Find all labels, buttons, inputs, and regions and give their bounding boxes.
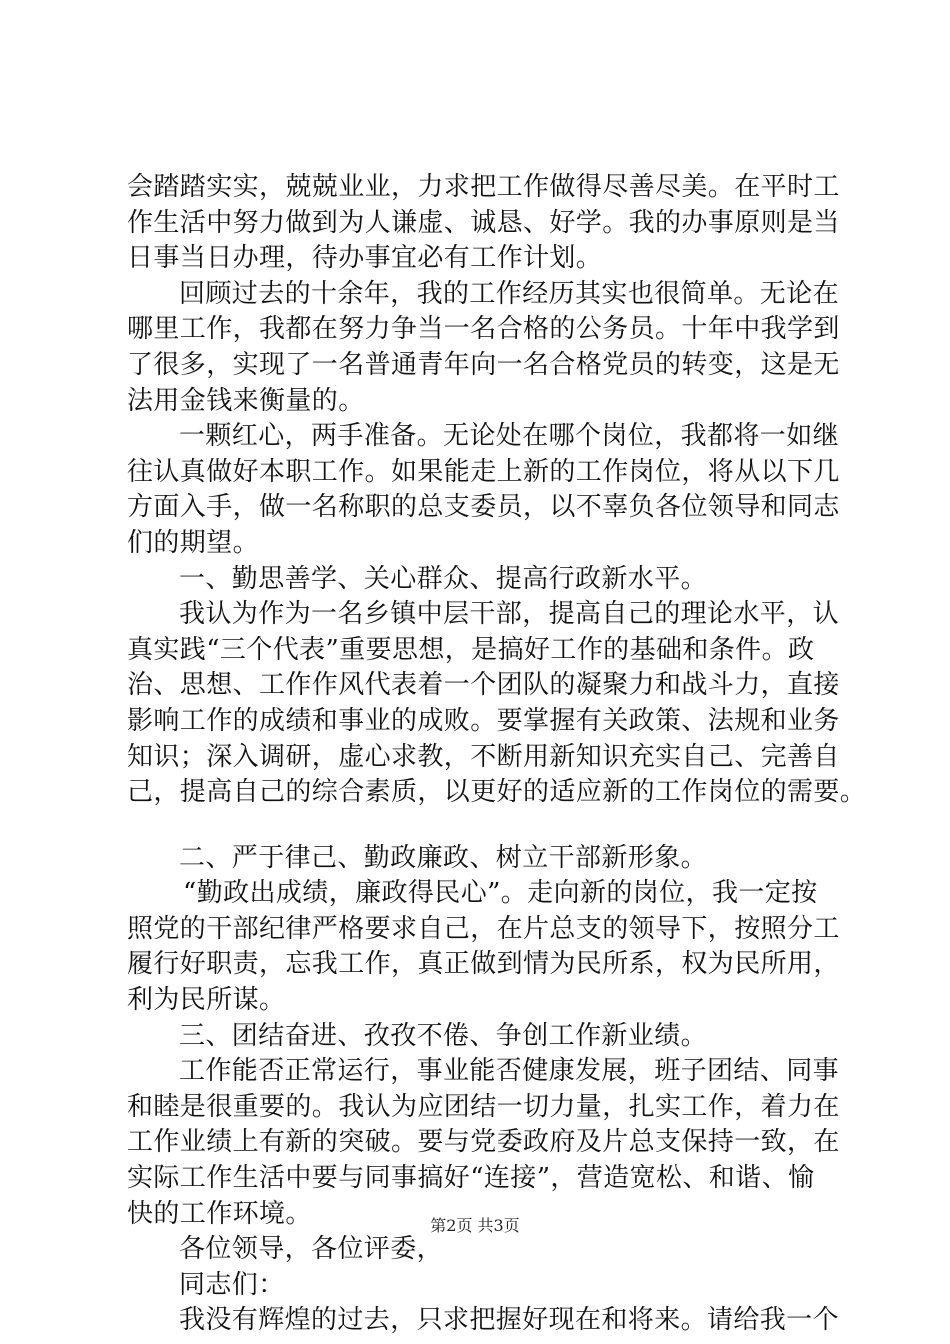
text-line: 会踏踏实实，兢兢业业，力求把工作做得尽善尽美。在平时工 — [127, 172, 840, 202]
text-line: 哪里工作，我都在努力争当一名合格的公务员。十年中我学到 — [127, 314, 840, 345]
paragraph-start-line: 我没有辉煌的过去，只求把握好现在和将来。请给我一个 — [179, 1305, 840, 1336]
paragraph-start-line: 回顾过去的十余年，我的工作经历其实也很简单。无论在 — [179, 278, 840, 309]
text-line: 工作业绩上有新的突破。要与党委政府及片总支保持一致，在 — [127, 1127, 840, 1158]
text-line: 了很多，实现了一名普通青年向一名合格党员的转变，这是无 — [127, 349, 840, 380]
text-line: 们的期望。 — [127, 527, 260, 558]
paragraph-start-line: 一颗红心，两手准备。无论处在哪个岗位，我都将一如继 — [179, 421, 840, 452]
text-line: 治、思想、工作作风代表着一个团队的凝聚力和战斗力，直接 — [127, 670, 840, 701]
text-line: 履行好职责，忘我工作，真正做到情为民所系，权为民所用， — [127, 949, 840, 980]
document-body — [127, 170, 867, 1339]
text-line: 知识；深入调研，虚心求教，不断用新知识充实自己、完善自 — [127, 741, 840, 772]
text-line: 和睦是很重要的。我认为应团结一切力量，扎实工作，着力在 — [127, 1091, 840, 1122]
text-line: 法用金钱来衡量的。 — [127, 385, 365, 416]
section-heading: 一、勤思善学、关心群众、提高行政新水平。 — [179, 563, 708, 594]
paragraph-start-line: 我认为作为一名乡镇中层干部，提高自己的理论水平，认 — [179, 599, 840, 630]
paragraph-gap — [127, 811, 847, 841]
text-line: 作生活中努力做到为人谦虚、诚恳、好学。我的办事原则是当 — [127, 207, 840, 238]
text-line: 实际工作生活中要与同事搞好“连接”，营造宽松、和谐、愉 — [127, 1163, 815, 1194]
text-line: 真实践“三个代表”重要思想，是搞好工作的基础和条件。政 — [127, 634, 815, 665]
section-heading: 三、团结奋进、孜孜不倦、争创工作新业绩。 — [179, 1020, 708, 1051]
text-line: 己，提高自己的综合素质，以更好的适应新的工作岗位的需要。 — [127, 777, 867, 808]
text-line: 利为民所谋。 — [127, 985, 286, 1016]
page-number-footer: 第2页 共3页 — [430, 1216, 520, 1235]
section-heading: 二、严于律己、勤政廉政、树立干部新形象。 — [179, 842, 708, 873]
text-line: 影响工作的成绩和事业的成败。要掌握有关政策、法规和业务 — [127, 705, 840, 736]
text-line: 往认真做好本职工作。如果能走上新的工作岗位，将从以下几 — [127, 456, 840, 487]
text-line: 日事当日办理，待办事宜必有工作计划。 — [127, 243, 603, 274]
text-line: 照党的干部纪律严格要求自己，在片总支的领导下，按照分工 — [127, 913, 840, 944]
paragraph-start-line: 工作能否正常运行，事业能否健康发展，班子团结、同事 — [179, 1056, 840, 1087]
paragraph-start-line: “勤政出成绩，廉政得民心”。走向新的岗位，我一定按 — [183, 878, 818, 909]
salutation-line: 各位领导，各位评委， — [179, 1234, 444, 1265]
text-line: 快的工作环境。 — [127, 1198, 312, 1229]
text-line: 方面入手，做一名称职的总支委员，以不辜负各位领导和同志 — [127, 492, 840, 523]
salutation-line: 同志们： — [179, 1269, 285, 1300]
